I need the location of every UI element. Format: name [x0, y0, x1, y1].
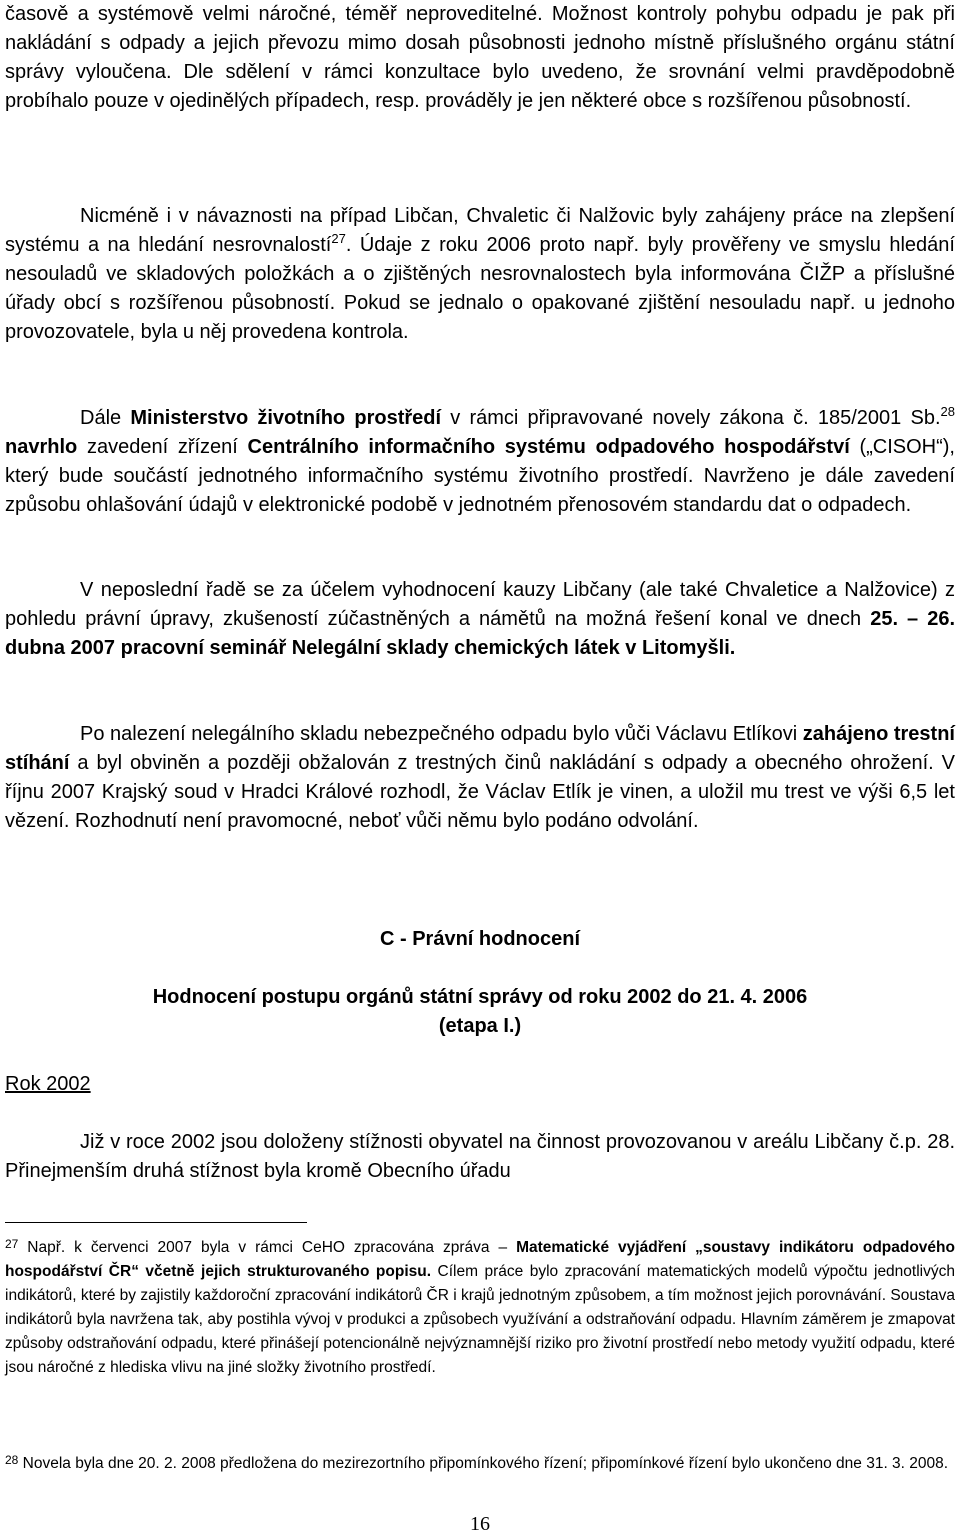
footnote-separator: [5, 1222, 307, 1223]
paragraph-text: zavedení zřízení: [77, 436, 248, 458]
paragraph-text: Již v roce 2002 jsou doloženy stížnosti obyvatel na činnost provozovanou v areálu Libčany č.p. 28. Přinejmenším druhá stížnost byla kromě Obecního úřadu: [5, 1131, 955, 1182]
footnote-bold-text: Matematické vyjádření „soustavy indikátoru odpadového hospodářství ČR“ včetně jejich strukturovaného popisu.: [5, 1239, 955, 1280]
paragraph-prosecution: [5, 720, 955, 836]
bold-text: Ministerstvo životního prostředí: [130, 407, 442, 429]
section-heading: C - Právní hodnocení: [379, 928, 581, 950]
subheading-line-1: Hodnocení postupu orgánů státní správy od roku 2002 do 21. 4. 2006: [152, 986, 808, 1008]
page-number: 16: [470, 1513, 490, 1535]
paragraph-text: a byl obviněn a později obžalován z trestných činů nakládání s odpady a obecného ohrožení. V říjnu 2007 Krajský soud v Hradci Králové rozhodl, že Václav Etlík je vinen, a uložil mu trest ve výši 6,5 let vězení. Rozhodnutí není pravomocné, neboť vůči němu bylo podáno odvolání.: [5, 752, 955, 832]
footnote-text: Cílem práce bylo zpracování matematických modelů výpočtu jednotlivých indikátorů, které by zajistily každoroční zpracování indikátorů ČR i krajů jednotným způsobem, a tím možnost jejich porovnávání. Soustava indikátorů byla navržena tak, aby postihla vývoj v produkci a způsobech využívání a odstraňování odpadu. Hlavním záměrem je zmapovat způsoby odstraňování odpadu, které přinášejí potencionálně nejvýznamnější riziko pro životní prostředí nebo metody využití odpadu, které jsou náročné z hlediska vlivu na jiné složky životního prostředí.: [5, 1263, 955, 1376]
footnote-28: [5, 1452, 955, 1476]
paragraph-text: . Údaje z roku 2006 proto např. byly prověřeny ve smyslu hledání nesouladů ve skladových položkách a o zjištěných nesrovnalostech byla informována ČIŽP a příslušné úřady obcí s rozšířenou působností. Pokud se jednalo o opakované zjištění nesouladu např. u jednoho provozovatele, byla u něj provedena kontrola.: [5, 234, 955, 343]
paragraph-text: časově a systémově velmi náročné, téměř neproveditelné. Možnost kontroly pohybu odpadu je pak při nakládání s odpady a jejich převozu mimo dosah působnosti jednoho místně příslušného orgánu státní správy vyloučena. Dle sdělení v rámci konzultace bylo uvedeno, že srovnání velmi pravděpodobně probíhalo pouze v ojedinělých případech, resp. prováděly je jen některé obce s rozšířenou působností.: [5, 3, 955, 112]
footnote-text: Novela byla dne 20. 2. 2008 předložena do mezirezortního připomínkového řízení; připomínkové řízení bylo ukončeno dne 31. 3. 2008.: [18, 1455, 949, 1472]
footnote-number: 27: [5, 1237, 19, 1251]
year-heading: Rok 2002: [5, 1073, 91, 1095]
document-page: [5, 0, 955, 1537]
footnote-27: [5, 1236, 955, 1380]
subheading-line-2: (etapa I.): [438, 1015, 522, 1037]
paragraph-seminar: [5, 576, 955, 663]
bold-text: 25. – 26. dubna 2007 pracovní seminář Nelegální sklady chemických látek v Litomyšli.: [5, 608, 955, 659]
paragraph-ministry: [5, 404, 955, 520]
paragraph-text: („CISOH“), který bude součástí jednotného informačního systému životního prostředí. Navrženo je dále zavedení způsobu ohlašování údajů v elektronické podobě v jednotném přenosovém standardu dat o odpadech.: [5, 436, 955, 516]
footnote-number: 28: [5, 1453, 19, 1467]
footnote-text: Např. k červenci 2007 byla v rámci CeHO zpracována zpráva –: [18, 1239, 517, 1256]
bold-text: navrhlo: [5, 436, 78, 458]
footnote-ref-28[interactable]: 28: [940, 404, 956, 419]
paragraph-text: Dále: [80, 407, 131, 429]
paragraph-complaints: [5, 1128, 955, 1186]
paragraph-improvements: [5, 202, 955, 347]
bold-text: Centrálního informačního systému odpadového hospodářství: [247, 436, 850, 458]
paragraph-text: v rámci připravované novely zákona č. 185/2001 Sb.: [441, 407, 941, 429]
paragraph-text: V neposlední řadě se za účelem vyhodnocení kauzy Libčany (ale také Chvaletice a Nalžovice) z pohledu právní úpravy, zkušeností zúčastněných a námětů na možná řešení konal ve dnech: [5, 579, 955, 630]
footnote-ref-27[interactable]: 27: [331, 231, 346, 246]
paragraph-continuation: [5, 0, 955, 116]
paragraph-text: Po nalezení nelegálního skladu nebezpečného odpadu bylo vůči Václavu Etlíkovi: [80, 723, 803, 745]
bold-text: zahájeno trestní stíhání: [5, 723, 955, 774]
paragraph-text: Nicméně i v návaznosti na případ Libčan, Chvaletic či Nalžovic byly zahájeny práce na zlepšení systému a na hledání nesrovnalostí: [5, 205, 955, 256]
